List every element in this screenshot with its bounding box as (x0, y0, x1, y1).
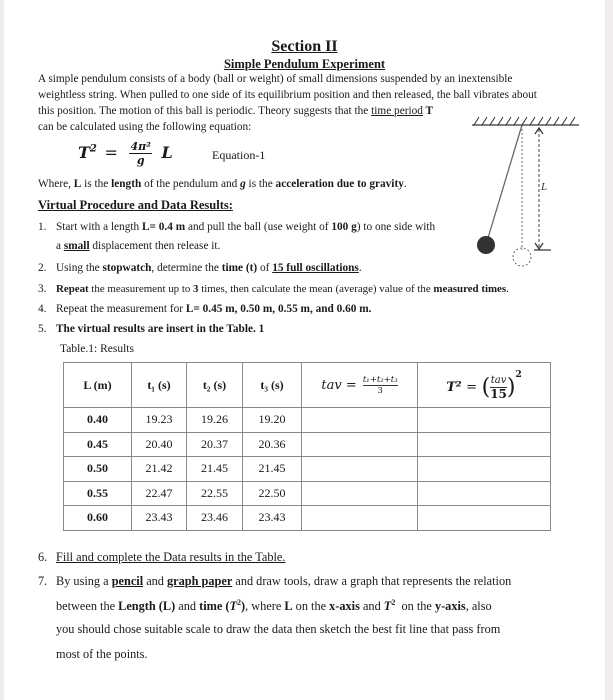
tav-numerator: t₁+t₂+t₃ (362, 374, 398, 385)
pendulum-ball-icon (477, 236, 495, 254)
cell-t1: 22.47 (132, 481, 187, 506)
text: of (257, 262, 273, 274)
cell-t3: 23.43 (243, 506, 302, 531)
table-header-row (64, 363, 551, 408)
equilibrium-ball-icon (513, 248, 531, 266)
equation-label: Equation-1 (212, 148, 266, 162)
text: and (143, 574, 168, 588)
table-row (64, 432, 551, 457)
step-3 (38, 283, 598, 299)
header-L: L (m) (64, 363, 132, 408)
tav-fraction (363, 375, 398, 396)
step-5 (38, 323, 578, 339)
equation-1 (78, 140, 173, 180)
text: Using the (56, 262, 103, 274)
where-text: is the (81, 178, 112, 190)
T2-numerator: tav (490, 375, 507, 386)
text: Start with a length (56, 221, 142, 233)
pendulum-string (488, 125, 522, 238)
equals: = (345, 377, 357, 393)
cell-t3: 20.36 (243, 432, 302, 457)
T2-formula (446, 370, 522, 401)
step-1 (38, 221, 458, 237)
where-accel: acceleration due to gravity (275, 178, 404, 190)
experiment-title: Simple Pendulum Experiment (223, 57, 386, 71)
paren-open: ( (481, 375, 491, 400)
cell-t2: 20.37 (187, 432, 243, 457)
eq-lhs-exp: 2 (89, 143, 97, 155)
step-number: 1. (38, 221, 47, 233)
bold-text: graph paper (167, 574, 233, 588)
step-number: 6. (38, 550, 48, 564)
exponent: 2 (391, 598, 396, 607)
text: and (359, 599, 384, 614)
tav-denominator: 3 (377, 385, 383, 396)
table-row (64, 481, 551, 506)
where-text: of the pendulum and (141, 178, 241, 190)
bold-text: small (63, 240, 90, 252)
table-caption: Table.1: Results (60, 343, 134, 355)
step-7 (38, 574, 598, 592)
cell-tav[interactable] (302, 506, 418, 531)
bold-text: T (383, 599, 392, 614)
cell-L: 0.50 (64, 457, 132, 482)
step-text (56, 303, 371, 315)
text: the measurement up to (88, 283, 194, 295)
cell-T2[interactable] (418, 457, 551, 482)
eq-lhs: T (78, 143, 90, 162)
text: times, then calculate the mean (average) value of the (198, 283, 434, 295)
bold-text: y-axis (434, 599, 466, 614)
cell-T2[interactable] (418, 408, 551, 433)
document-page (4, 0, 605, 700)
bold-text: L= 0.4 m (141, 221, 186, 233)
step-text (56, 283, 509, 295)
cell-tav[interactable] (302, 457, 418, 482)
time-period-term: time period (371, 105, 423, 117)
step-number: 3. (38, 283, 47, 295)
cell-L: 0.40 (64, 408, 132, 433)
text: on the (395, 599, 435, 614)
bold-text: L (284, 599, 293, 614)
paren-close: ) (506, 375, 516, 400)
text: and pull the ball (use weight of (185, 221, 332, 233)
pendulum-diagram (464, 110, 584, 270)
text: . (358, 262, 362, 274)
step-text (56, 574, 511, 589)
step-7-line-3: you should chose suitable scale to draw the data then sketch the best fit line that pass from (56, 622, 501, 636)
where-text: Where, (38, 178, 74, 190)
eq-equals: = (104, 143, 118, 162)
text: and (175, 599, 200, 614)
cell-L: 0.45 (64, 432, 132, 457)
intro-line-4: can be calculated using the following equation: (38, 121, 252, 133)
section-title: Section II (271, 38, 338, 55)
eq-rhs: L (161, 143, 173, 162)
cell-tav[interactable] (302, 432, 418, 457)
text: displacement then release it. (89, 240, 221, 252)
bold-text: time ( (199, 599, 230, 614)
cell-t2: 23.46 (187, 506, 243, 531)
results-table (63, 362, 551, 531)
bold-text: T (229, 599, 238, 614)
text: , where (245, 599, 285, 614)
eq-denominator: g (136, 154, 145, 167)
text: . (506, 283, 509, 295)
cell-t3: 19.20 (243, 408, 302, 433)
bold-text: Length (L) (118, 599, 176, 614)
intro-text: this position. The motion of this ball is periodic. Theory suggests that the (38, 105, 372, 117)
bold-text: 100 g (331, 221, 357, 233)
T2-exponent: 2 (515, 370, 522, 380)
header-t3: t₃ (s) (243, 363, 302, 408)
step-7-line-4: most of the points. (56, 647, 148, 661)
T2-symbol: T² (446, 380, 462, 395)
text: and draw tools, draw a graph that represents the relation (232, 574, 512, 588)
cell-tav[interactable] (302, 408, 418, 433)
text: By using a (56, 574, 112, 588)
bold-text: 15 full oscillations (272, 262, 359, 274)
eq-fraction (129, 140, 152, 167)
step-number: 4. (38, 303, 47, 315)
step-1-continued (56, 240, 220, 252)
intro-line-1: A simple pendulum consists of a body (ball or weight) of small dimensions suspended by an inextensible (38, 73, 513, 85)
ceiling-hatch-icon (472, 117, 579, 125)
bold-text: ) (241, 599, 246, 614)
where-text: is the (245, 178, 276, 190)
where-length: length (111, 178, 142, 190)
cell-t3: 22.50 (243, 481, 302, 506)
cell-tav[interactable] (302, 481, 418, 506)
where-line (38, 178, 407, 190)
header-T2 (418, 363, 551, 408)
equals: = (466, 380, 478, 395)
text: between the (56, 599, 119, 614)
intro-line-2: weightless string. When pulled to one side of its equilibrium position and then released, the ball vibrates about (38, 89, 537, 101)
where-text: . (403, 178, 407, 190)
cell-T2[interactable] (418, 506, 551, 531)
header-t2: t₂ (s) (187, 363, 243, 408)
header-tav (302, 363, 418, 408)
where-L: L (73, 178, 82, 190)
T2-denominator: 15 (490, 387, 507, 401)
intro-line-3 (38, 103, 433, 119)
cell-t1: 20.40 (132, 432, 187, 457)
text: a (56, 240, 64, 252)
text: on the (292, 599, 330, 614)
cell-L: 0.55 (64, 481, 132, 506)
T-symbol: T (422, 105, 434, 117)
T2-fraction (490, 375, 507, 400)
table-row (64, 506, 551, 531)
text: , determine the (151, 262, 222, 274)
bold-text: measured times (433, 283, 507, 295)
step-number: 5. (38, 323, 47, 335)
bold-text: time (t) (221, 262, 258, 274)
step-text (56, 262, 362, 274)
step-number: 7. (38, 574, 48, 588)
where-g: g (240, 178, 246, 190)
exponent: 2 (237, 598, 242, 607)
bold-text: 3 (193, 283, 199, 295)
length-label: L (541, 181, 548, 193)
procedure-heading: Virtual Procedure and Data Results: (38, 198, 233, 212)
cell-t2: 21.45 (187, 457, 243, 482)
text: Repeat the measurement for (56, 303, 186, 315)
step-6 (38, 550, 578, 568)
cell-t3: 21.45 (243, 457, 302, 482)
cell-t2: 22.55 (187, 481, 243, 506)
step-text (56, 323, 264, 335)
cell-L: 0.60 (64, 506, 132, 531)
step-text (56, 221, 435, 233)
text: , also (465, 599, 492, 614)
tav-formula (321, 374, 398, 396)
table-row (64, 408, 551, 433)
step-number: 2. (38, 262, 47, 274)
eq-numerator: 4π² (130, 140, 151, 153)
step-7-line-2 (56, 598, 492, 614)
bold-text: L= 0.45 m, 0.50 m, 0.55 m, and 0.60 m. (185, 303, 372, 315)
bold-text: x-axis (329, 599, 360, 614)
cell-t1: 23.43 (132, 506, 187, 531)
step-text: Fill and complete the Data results in the Table. (56, 550, 286, 564)
cell-T2[interactable] (418, 481, 551, 506)
bold-text: Repeat (56, 283, 89, 295)
cell-t1: 21.42 (132, 457, 187, 482)
cell-t1: 19.23 (132, 408, 187, 433)
cell-t2: 19.26 (187, 408, 243, 433)
table-row (64, 457, 551, 482)
step-4 (38, 303, 578, 319)
header-t1: t₁ (s) (132, 363, 187, 408)
bold-text: The virtual results are insert in the Table. 1 (56, 323, 265, 335)
text: ) to one side with (356, 221, 436, 233)
cell-T2[interactable] (418, 432, 551, 457)
bold-text: stopwatch (102, 262, 152, 274)
bold-text: pencil (111, 574, 144, 588)
tav-symbol: tav (321, 377, 342, 393)
